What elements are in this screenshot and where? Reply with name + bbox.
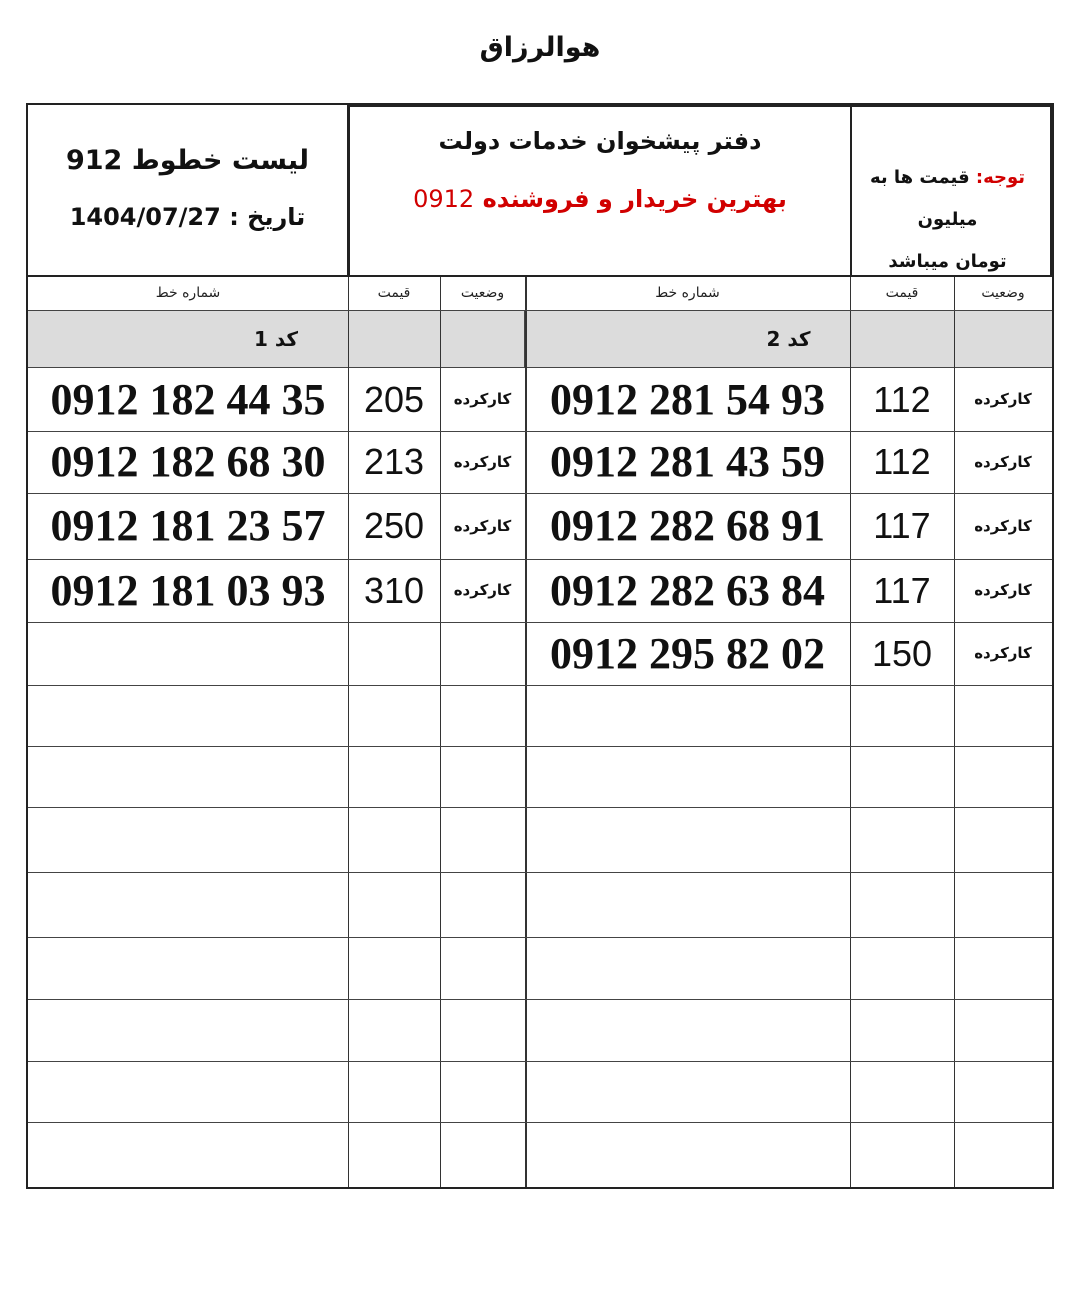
price-cell: 205 — [363, 379, 425, 420]
status-cell: کارکرده — [453, 581, 512, 599]
price-list-sheet — [26, 103, 1054, 1189]
date-label: تاریخ : — [229, 203, 306, 231]
col-header-price-1: قیمت — [377, 285, 411, 301]
price-cell: 112 — [873, 379, 931, 420]
grid-hline — [28, 872, 1052, 873]
slogan-text: بهترین خریدار و فروشنده — [482, 185, 787, 213]
col-header-number-1: شماره خط — [155, 285, 221, 301]
note-line2: تومان میباشد — [888, 251, 1007, 272]
phone-number-cell: 0912 181 23 57 — [50, 501, 326, 550]
date-line — [28, 203, 347, 231]
grid-hline — [28, 937, 1052, 938]
price-cell: 213 — [363, 441, 425, 482]
col-header-price-2: قیمت — [885, 285, 919, 301]
slogan — [350, 185, 850, 213]
status-cell: کارکرده — [974, 453, 1032, 471]
office-name: دفتر پیشخوان خدمات دولت — [438, 127, 762, 155]
slogan-number: 0912 — [413, 185, 475, 213]
price-cell: 112 — [873, 441, 931, 482]
price-cell: 117 — [873, 570, 931, 611]
phone-number-cell: 0912 281 54 93 — [550, 375, 825, 424]
status-cell: کارکرده — [974, 517, 1032, 535]
status-cell: کارکرده — [974, 390, 1032, 408]
grid-hline — [28, 807, 1052, 808]
price-cell: 310 — [363, 570, 425, 611]
status-cell: کارکرده — [453, 453, 512, 471]
grid-hline — [28, 310, 1052, 311]
note-line1: قیمت ها به میلیون — [869, 167, 978, 230]
phone-number-cell: 0912 281 43 59 — [550, 437, 825, 486]
note-box — [850, 105, 1052, 277]
grid-hline — [28, 1061, 1052, 1062]
phone-number-cell: 0912 282 68 91 — [550, 501, 825, 550]
office-box — [348, 105, 850, 277]
phone-number-cell: 0912 295 82 02 — [550, 629, 825, 678]
status-cell: کارکرده — [453, 390, 512, 408]
list-info-box — [28, 105, 348, 277]
col-header-status-2: وضعیت — [981, 285, 1025, 301]
grid-hline — [28, 746, 1052, 747]
code-1-header: کد 1 — [28, 310, 525, 368]
price-cell: 117 — [873, 505, 931, 546]
col-header-number-2: شماره خط — [655, 285, 720, 301]
phone-number-cell: 0912 182 44 35 — [50, 375, 326, 424]
grid-hline — [28, 999, 1052, 1000]
price-cell: 250 — [363, 505, 425, 546]
grid-hline — [28, 1122, 1052, 1123]
list-title: لیست خطوط 912 — [65, 145, 310, 176]
phone-number-cell: 0912 181 03 93 — [50, 566, 326, 615]
col-header-status-1: وضعیت — [460, 285, 505, 301]
code-2-header: کد 2 — [525, 310, 1052, 368]
price-note — [855, 157, 1040, 283]
grid-hline — [28, 685, 1052, 686]
page-title: هوالرزاق — [479, 32, 601, 63]
price-cell: 150 — [871, 633, 933, 674]
status-cell: کارکرده — [974, 644, 1032, 662]
note-label: توجه: — [975, 167, 1026, 188]
status-cell: کارکرده — [974, 581, 1032, 599]
phone-number-cell: 0912 282 63 84 — [550, 566, 825, 615]
status-cell: کارکرده — [453, 517, 512, 535]
date-value: 1404/07/27 — [69, 203, 221, 231]
phone-number-cell: 0912 182 68 30 — [50, 437, 326, 486]
